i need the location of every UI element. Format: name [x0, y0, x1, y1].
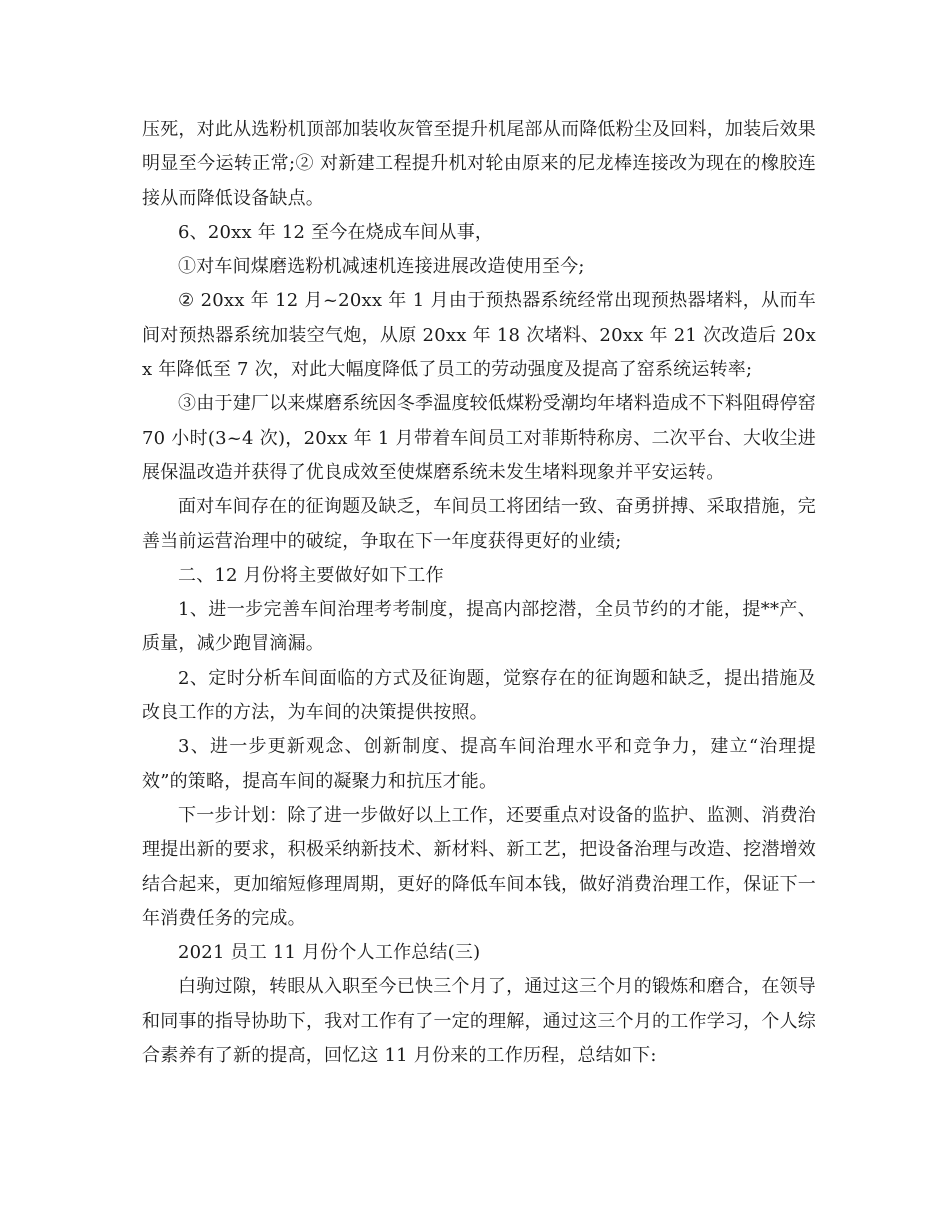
paragraph: 6、20xx 年 12 至今在烧成车间从事， — [178, 221, 494, 243]
list-item: 2、定时分析车间面临的方式及征询题，觉察存在的征询题和缺乏，提出措施及改良工作的方法，为车间的决策提供按照。 — [142, 667, 816, 724]
list-item: 3、进一步更新观念、创新制度、提高车间治理水平和竞争力，建立“治理提效”的策略，提高车间的凝聚力和抗压才能。 — [142, 736, 816, 792]
document-body — [142, 113, 816, 1073]
paragraph: 白驹过隙，转眼从入职至今已快三个月了，通过这三个月的锻炼和磨合，在领导和同事的指导协助下，我对工作有了一定的理解，通过这三个月的工作学习，个人综合素养有了新的提高，回忆这 11 月份来的工作历程，总结如下: — [142, 976, 816, 1067]
paragraph: ①对车间煤磨选粉机减速机连接进展改造使用至今; — [178, 256, 585, 278]
paragraph: ② 20xx 年 12 月~20xx 年 1 月由于预热器系统经常出现预热器堵料，从而车间对预热器系统加装空气炮，从原 20xx 年 18 次堵料、20xx 年 21 次改造后 20xx 年降低至 7 次，对此大幅度降低了员工的劳动强度及提高了窑系统运转率; — [142, 290, 816, 381]
paragraph: 压死，对此从选粉机顶部加装收灰管至提升机尾部从而降低粉尘及回料，加装后效果明显至今运转正常;② 对新建工程提升机对轮由原来的尼龙棒连接改为现在的橡胶连接从而降低设备缺点。 — [142, 119, 816, 209]
paragraph: ③由于建厂以来煤磨系统因冬季温度较低煤粉受潮均年堵料造成不下料阻碍停窑 70 小时(3~4 次)，20xx 年 1 月带着车间员工对菲斯特称房、二次平台、大收尘进展保温改造并获得了优良成效至使煤磨系统未发生堵料现象并平安运转。 — [142, 393, 816, 483]
section-heading: 二、12 月份将主要做好如下工作 — [178, 564, 444, 586]
section-title: 2021 员工 11 月份个人工作总结(三) — [178, 942, 481, 964]
paragraph: 下一步计划：除了进一步做好以上工作，还要重点对设备的监护、监测、消费治理提出新的要求，积极采纳新技术、新材料、新工艺，把设备治理与改造、挖潜增效结合起来，更加缩短修理周期，更好的降低车间本钱，做好消费治理工作，保证下一年消费任务的完成。 — [142, 804, 816, 929]
paragraph: 面对车间存在的征询题及缺乏，车间员工将团结一致、奋勇拼搏、采取措施，完善当前运营治理中的破绽，争取在下一年度获得更好的业绩; — [142, 496, 816, 552]
list-item: 1、进一步完善车间治理考考制度，提高内部挖潜，全员节约的才能，提**产、质量，减少跑冒滴漏。 — [142, 599, 816, 655]
